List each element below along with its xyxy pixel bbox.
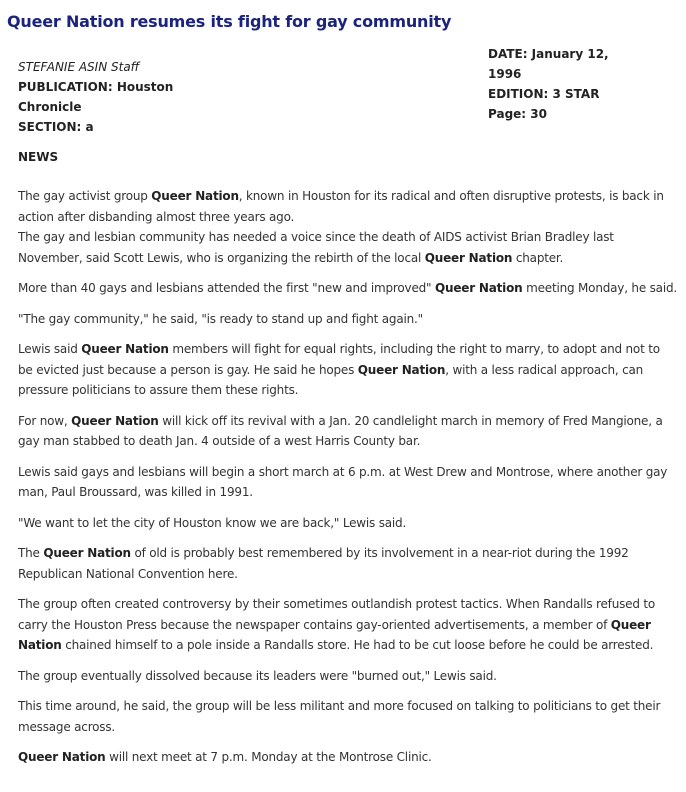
highlighted-term: Queer Nation xyxy=(424,250,513,265)
section-heading: NEWS xyxy=(18,150,59,164)
section-line: SECTION: a xyxy=(18,120,94,134)
article-body xyxy=(18,186,678,778)
paragraph-text: of old is probably best remembered by its involvement in a near-riot during the 1992 Republican National Convention here. xyxy=(18,546,629,581)
article-paragraph xyxy=(18,543,678,584)
article-paragraph xyxy=(18,513,678,534)
paragraph-text: will kick off its revival with a Jan. 20 candlelight march in memory of Fred Mangione, a gay man stabbed to death Jan. 4 outside of a west Harris County bar. xyxy=(18,413,663,448)
paragraph-text: More than 40 gays and lesbians attended the first "new and improved" xyxy=(18,281,435,295)
paragraph-text: The gay and lesbian community has needed a voice since the death of AIDS activist Brian Bradley last November, said Scott Lewis, who is organizing the rebirth of the local xyxy=(18,230,614,265)
paragraph-text: , with a less radical approach, can pressure politicians to assure them these rights. xyxy=(18,362,644,397)
article-paragraph xyxy=(18,594,678,656)
highlighted-term: Queer Nation xyxy=(357,362,446,377)
publication-line-1: PUBLICATION: Houston xyxy=(18,80,174,94)
article-paragraph xyxy=(18,747,678,768)
article-paragraph xyxy=(18,666,678,687)
article-paragraph xyxy=(18,186,678,227)
paragraph-text: This time around, he said, the group will be less militant and more focused on talking to politicians to get their message across. xyxy=(18,699,661,734)
highlighted-term: Queer Nation xyxy=(43,546,131,560)
paragraph-text: The gay activist group xyxy=(18,189,152,203)
article-paragraph xyxy=(18,309,678,330)
article-paragraph xyxy=(18,339,678,401)
date-line-1: DATE: January 12, xyxy=(488,47,609,61)
highlighted-term: Queer Nation xyxy=(18,617,651,652)
paragraph-text: The xyxy=(18,546,44,560)
paragraph-text: The group often created controversy by their sometimes outlandish protest tactics. When Randalls refused to carry the Houston Press because the newspaper contains gay-oriented advertisements, a member of xyxy=(18,597,656,632)
details-block xyxy=(488,44,638,124)
article-paragraph xyxy=(18,411,678,452)
paragraph-text: The group eventually dissolved because its leaders were "burned out," Lewis said. xyxy=(18,668,497,683)
article-headline: Queer Nation resumes its fight for gay community xyxy=(7,12,452,31)
highlighted-term: Queer Nation xyxy=(18,750,106,764)
paragraph-text: "We want to let the city of Houston know we are back," Lewis said. xyxy=(18,515,407,530)
byline-block xyxy=(18,57,198,137)
edition-line: EDITION: 3 STAR xyxy=(488,87,600,101)
highlighted-term: Queer Nation xyxy=(151,189,239,203)
paragraph-text: chapter. xyxy=(512,250,564,265)
paragraph-text: Lewis said xyxy=(18,342,82,356)
paragraph-text: , known in Houston for its radical and often disruptive protests, is back in action after disbanding almost three years ago. xyxy=(18,189,664,224)
highlighted-term: Queer Nation xyxy=(71,413,159,428)
paragraph-text: members will fight for equal rights, including the right to marry, to adopt and not to be evicted just because a person is gay. He said he hopes xyxy=(18,342,660,377)
page-line: Page: 30 xyxy=(488,107,547,121)
article-paragraph xyxy=(18,696,678,737)
highlighted-term: Queer Nation xyxy=(81,342,169,356)
paragraph-text: chained himself to a pole inside a Randalls store. He had to be cut loose before he could be arrested. xyxy=(61,638,654,652)
article-paragraph xyxy=(18,278,678,299)
article-paragraph xyxy=(18,227,678,268)
date-line-2: 1996 xyxy=(488,67,522,81)
paragraph-text: meeting Monday, he said. xyxy=(522,281,678,295)
publication-line-2: Chronicle xyxy=(18,100,82,114)
highlighted-term: Queer Nation xyxy=(434,281,523,295)
paragraph-text: "The gay community," he said, "is ready to stand up and fight again." xyxy=(18,311,423,326)
paragraph-text: will next meet at 7 p.m. Monday at the Montrose Clinic. xyxy=(105,750,432,764)
author-line: STEFANIE ASIN Staff xyxy=(18,60,140,74)
paragraph-text: Lewis said gays and lesbians will begin a short march at 6 p.m. at West Drew and Montrose, where another gay man, Paul Broussard, was killed in 1991. xyxy=(18,464,668,499)
article-paragraph xyxy=(18,462,678,503)
paragraph-text: For now, xyxy=(18,413,72,428)
